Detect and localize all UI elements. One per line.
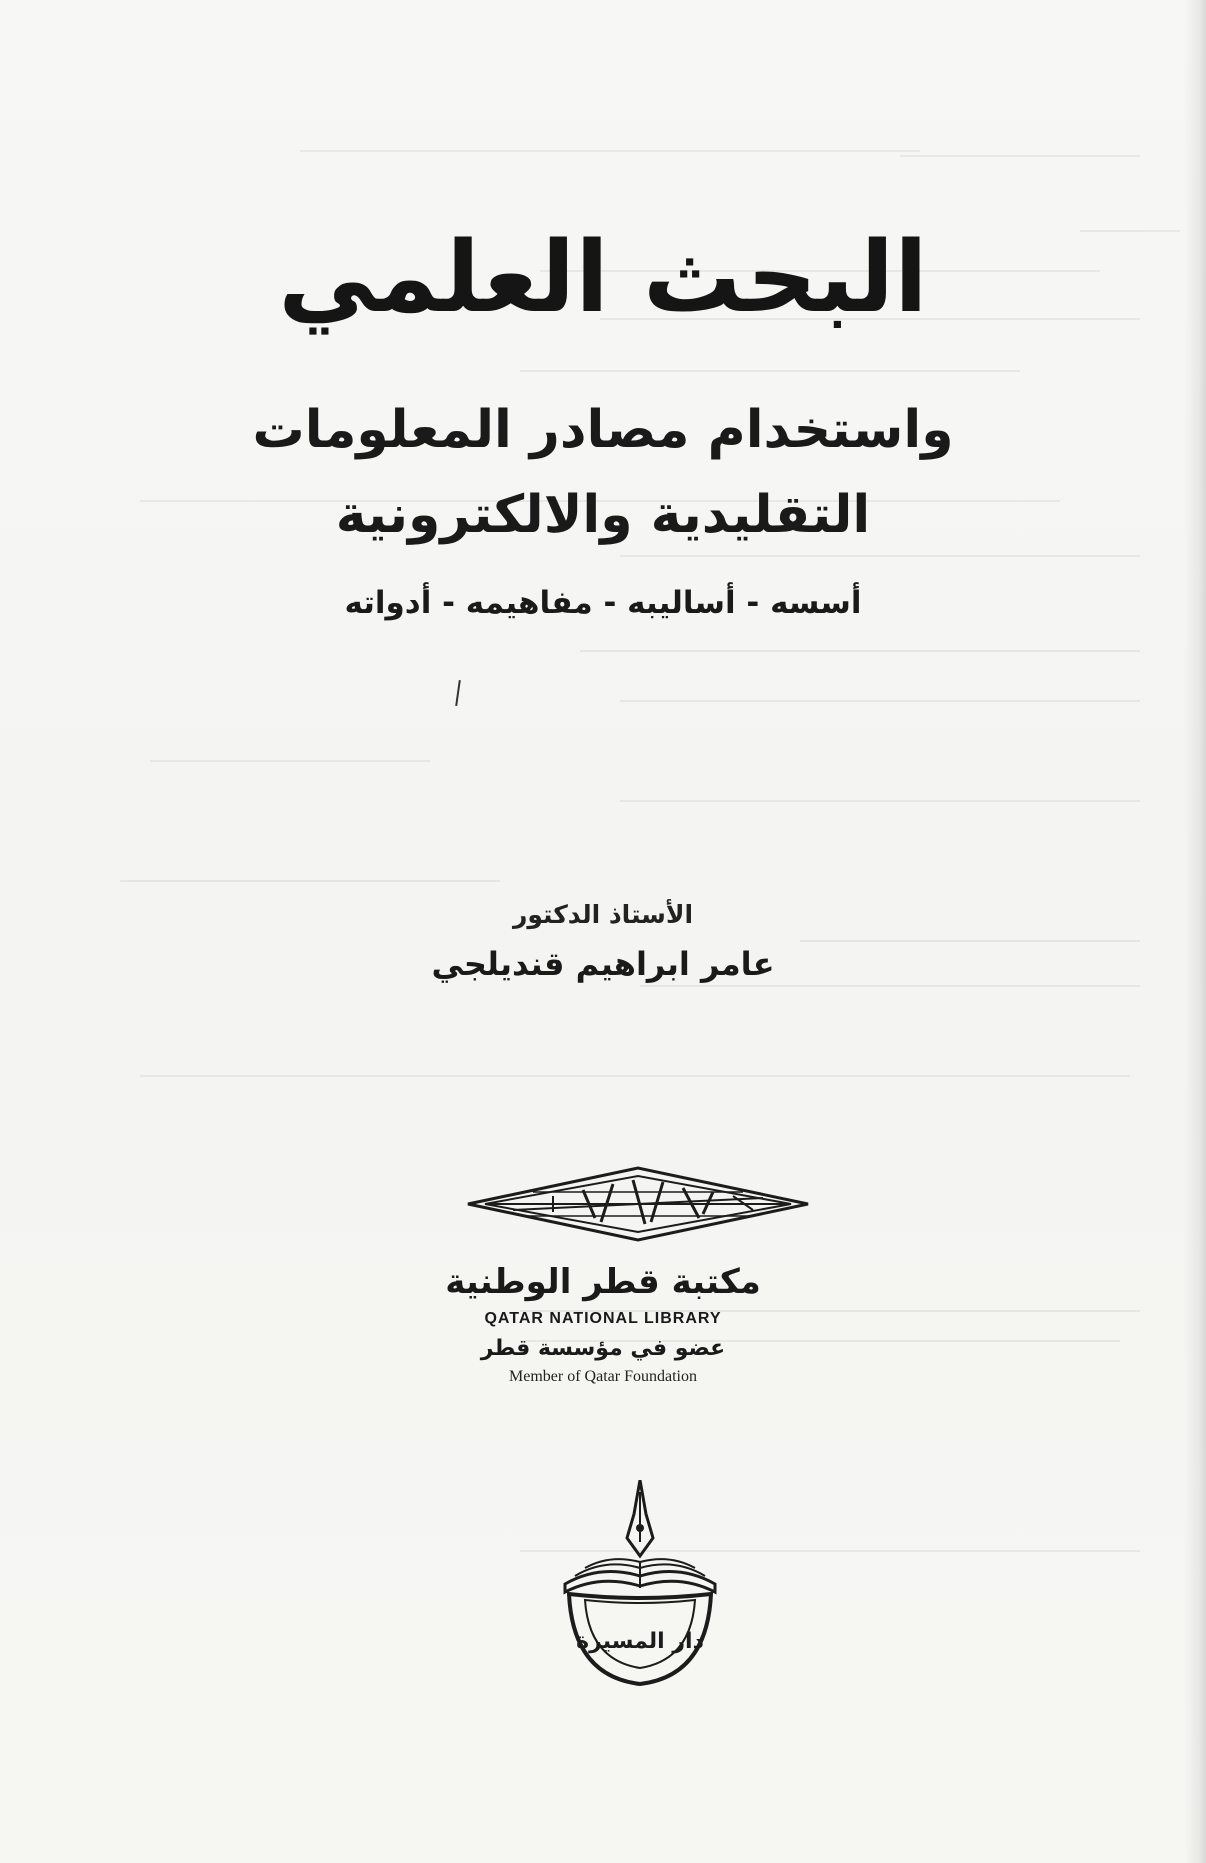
book-title: البحث العلمي [278,221,928,335]
foundation-member-arabic: عضو في مؤسسة قطر [480,1336,726,1361]
author-name: عامر ابراهيم قنديلجي [431,945,775,983]
stray-ink-mark [455,680,461,706]
foundation-member-english: Member of Qatar Foundation [509,1368,697,1385]
book-subtitle-line-1: واستخدام مصادر المعلومات [252,400,954,460]
library-name-english: QATAR NATIONAL LIBRARY [484,1310,722,1327]
publisher-seal-pen-book-icon [555,1480,725,1690]
page-edge-shadow [1184,0,1206,1863]
qatar-national-library-logo-icon [463,1166,813,1242]
author-academic-title: الأستاذ الدكتور [512,900,694,929]
book-tagline: أسسه - أساليبه - مفاهيمه - أدواته [344,585,862,621]
publisher-seal-text: دار المسيرة [576,1629,704,1654]
book-subtitle-line-2: التقليدية والالكترونية [335,485,871,545]
library-name-arabic: مكتبة قطر الوطنية [445,1262,761,1302]
